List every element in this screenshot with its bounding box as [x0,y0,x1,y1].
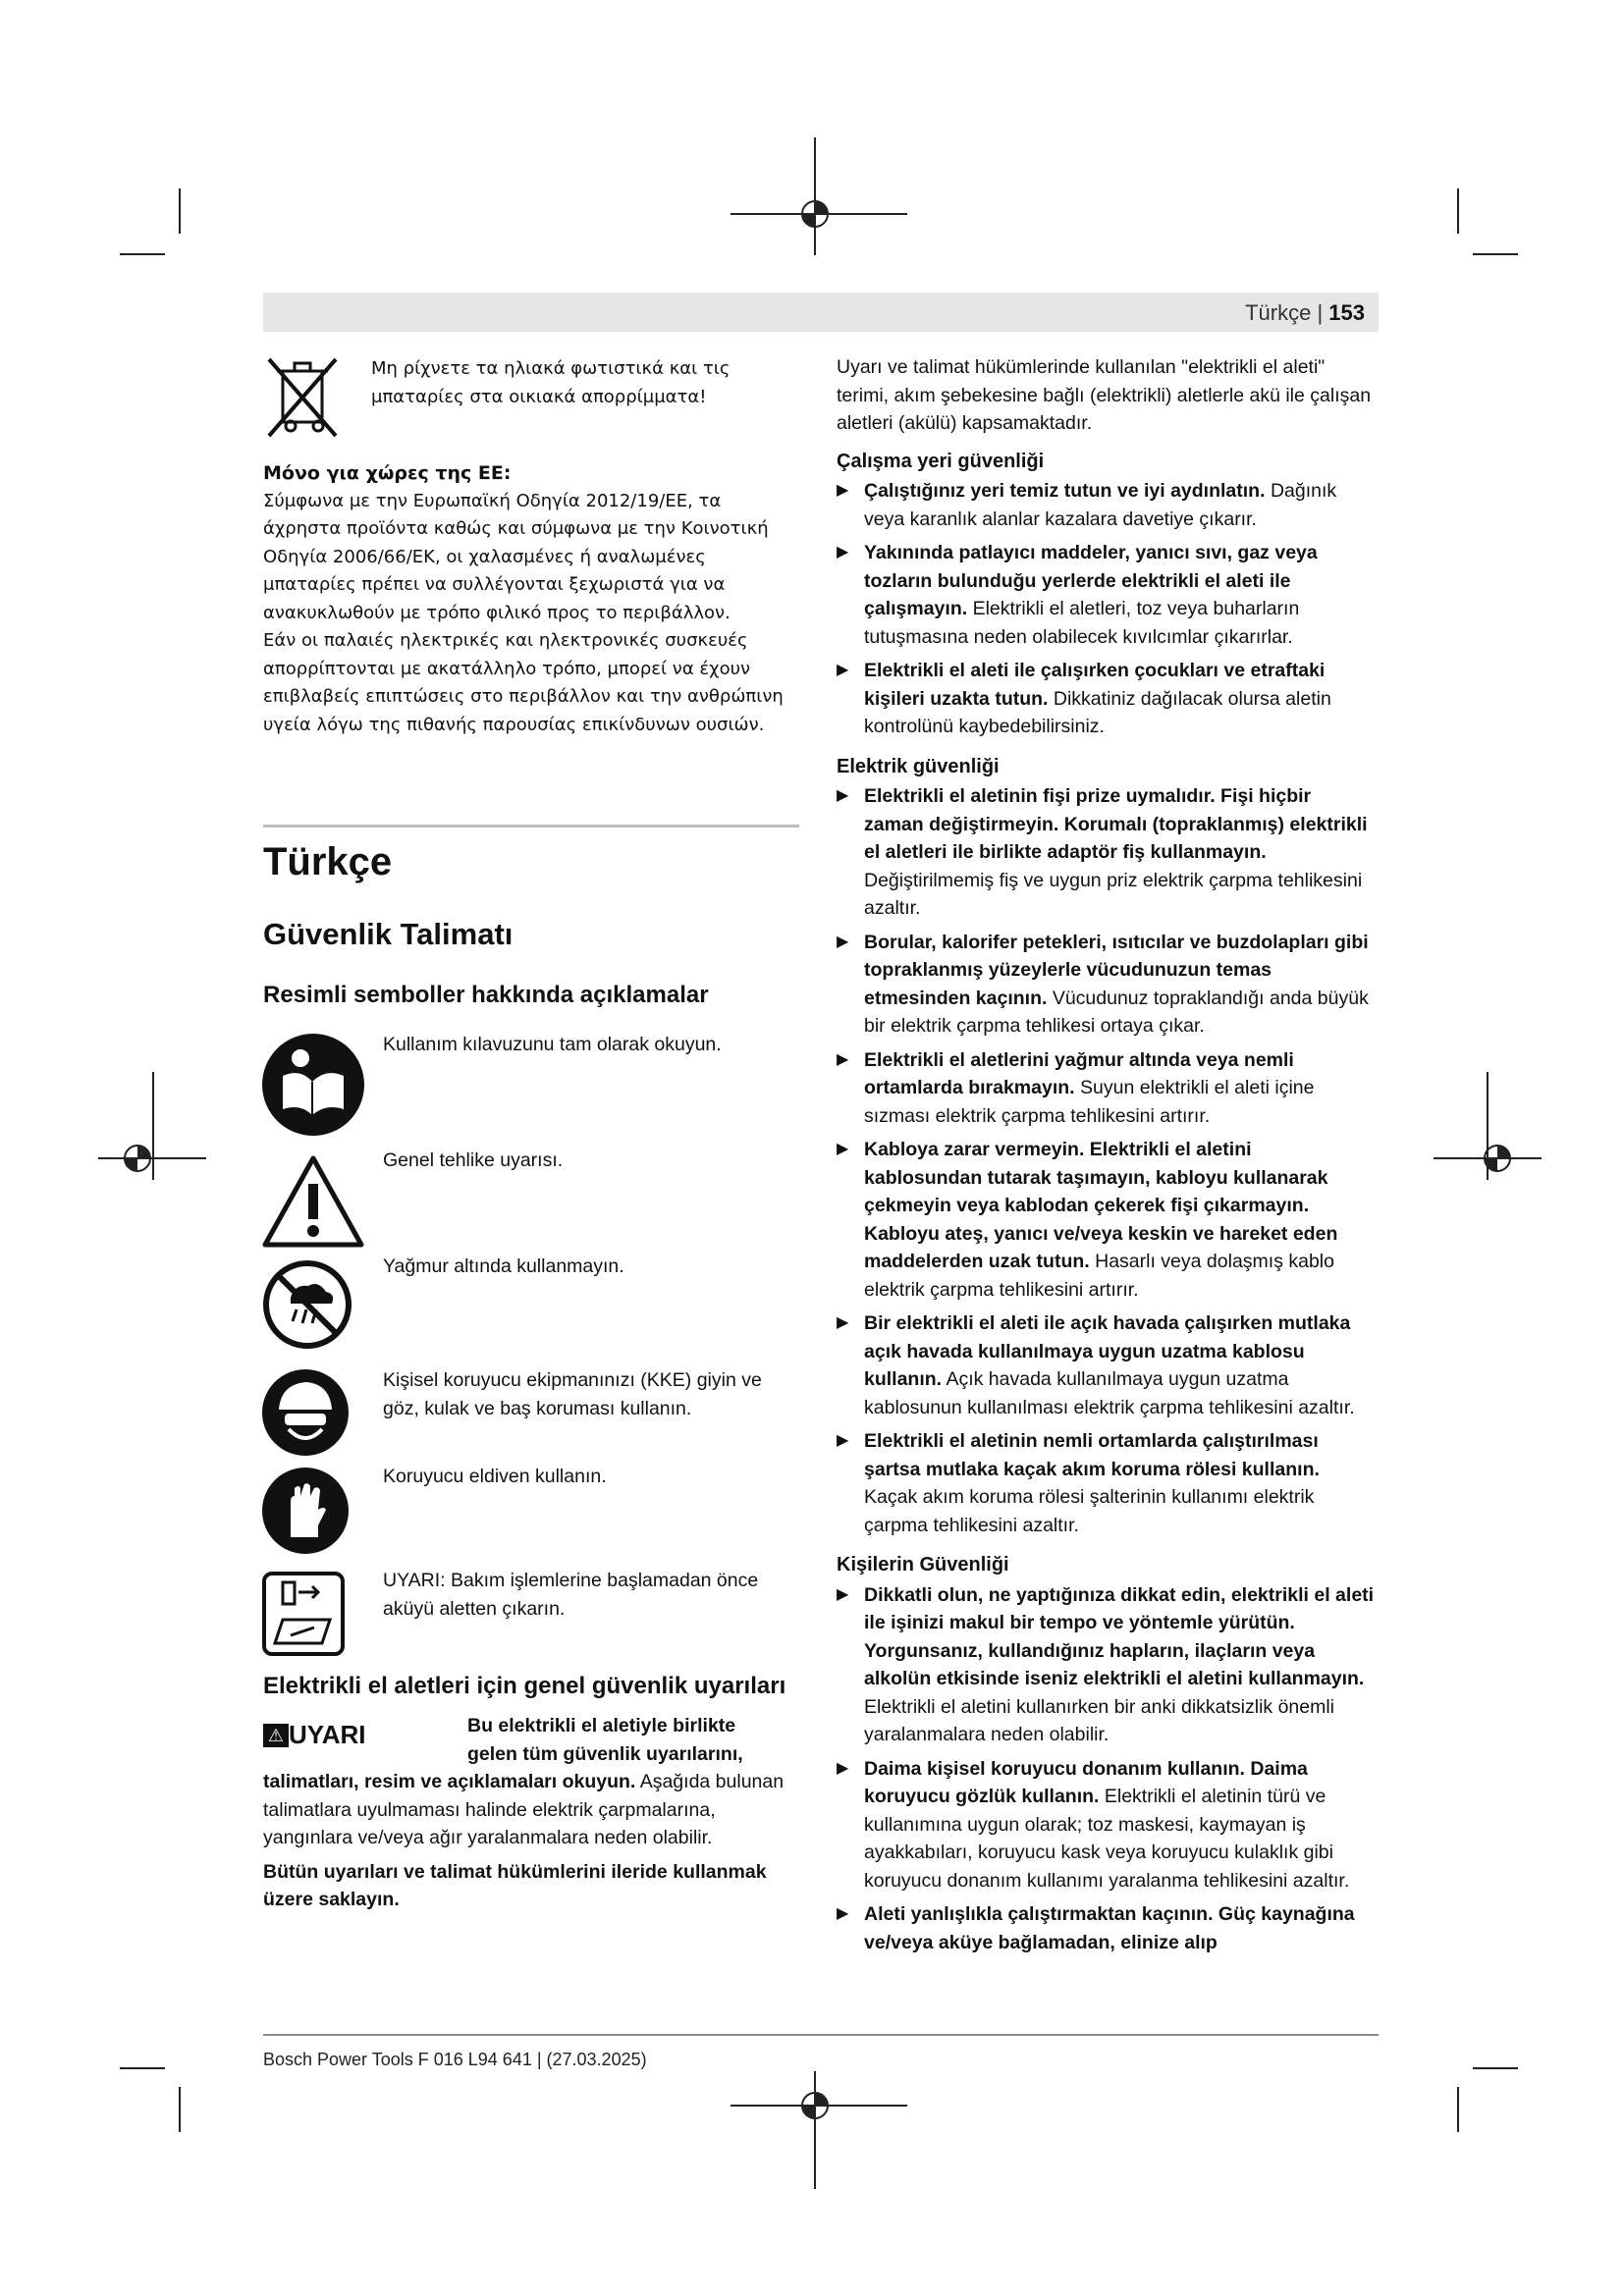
footer-rule [263,2034,1379,2036]
arrow-icon: ▶ [837,1905,849,1922]
warning-triangle-small-icon: ⚠ [263,1724,289,1747]
arrow-icon: ▶ [837,1141,849,1157]
arrow-icon: ▶ [837,544,849,561]
safety-heading: Güvenlik Talimatı [263,917,514,951]
warning-label: UYARI [289,1720,366,1749]
list-item: ▶ Yakınında patlayıcı maddeler, yanıcı sıvı, gaz veya tozların bulunduğu yerlerde elektrikli el aleti ile çalışmayın. Elektrikli el aletleri, toz veya buharların tutuşmasına neden olabilecek kıvılcımlar çıkarırlar. [837,539,1375,651]
weee-text: Μη ρίχνετε τα ηλιακά φωτιστικά και τις μπαταρίες στα οικιακά απορρίμματα! [371,358,731,407]
symbol-text-3: Yağmur altında kullanmayın. [383,1255,624,1277]
registration-mark-top [731,137,907,255]
arrow-icon: ▶ [837,482,849,499]
eu-paragraph-2: Εάν οι παλαιές ηλεκτρικές και ηλεκτρονικές συσκευές απορρίπτονται με ακατάλληλο τρόπο, μπορεί να έχουν επιβλαβείς επιπτώσεις στο περιβάλλον και την ανθρώπινη υγεία λόγω της πιθανής παρουσίας επικίνδυνων ουσιών. [263,630,784,735]
list-item: ▶ Aleti yanlışlıkla çalıştırmaktan kaçının. Güç kaynağına ve/veya aküye bağlamadan, elinize alıp [837,1900,1375,1956]
section-title: Kişilerin Güvenliği [837,1554,1009,1575]
page-header: Türkçe | 153 [263,293,1379,332]
keep-instructions: Bütün uyarıları ve talimat hükümlerini ileride kullanmak üzere saklayın. [263,1860,767,1910]
arrow-icon: ▶ [837,787,849,804]
list-item: ▶ Borular, kalorifer petekleri, ısıtıcılar ve buzdolapları gibi topraklanmış yüzeylerle vücudunuzun temas etmesinden kaçının. Vücudunuz topraklandığı anda büyük bir elektrik çarpma tehlikesi ortaya çıkar. [837,929,1375,1041]
section-title: Çalışma yeri güvenliği [837,450,1045,472]
section-divider [263,825,799,828]
arrow-icon: ▶ [837,1585,849,1603]
symbol-text-4: Kişisel koruyucu ekipmanınızı (KKE) giyin ve göz, kulak ve baş koruması kullanın. [383,1369,762,1419]
arrow-icon: ▶ [837,1432,849,1449]
warning-bold-a: Bu elektrikli el aletiyle birlikte gelen tüm güvenlik uyarılarını, [467,1715,743,1765]
ppe-icon [261,1368,350,1457]
right-column [837,353,1375,1962]
list-item: ▶ Elektrikli el aletlerini yağmur altında veya nemli ortamlarda bırakmayın. Suyun elektrikli el aleti içine sızması elektrik çarpma tehlikesini artırır. [837,1046,1375,1131]
list-item: ▶ Daima kişisel koruyucu donanım kullanın. Daima koruyucu gözlük kullanın. Elektrikli el aletinin türü ve kullanımına uygun olarak; toz maskesi, kaymayan iş ayakkabıları, koruyucu kask veya koruyucu kulaklık gibi koruyucu donanım kullanımı yaralanma tehlikesini azaltır. [837,1755,1375,1896]
registration-mark-left [88,1109,206,1207]
page-number: 153 [1328,300,1365,325]
symbol-text-6: UYARI: Bakım işlemlerine başlamadan önce aküyü aletten çıkarın. [383,1570,759,1620]
symbol-text-1: Kullanım kılavuzunu tam olarak okuyun. [383,1034,722,1055]
footer-text: Bosch Power Tools F 016 L94 641 | (27.03.2025) [263,2050,647,2069]
no-rain-icon [261,1258,353,1351]
list-item: ▶ Elektrikli el aletinin fişi prize uymalıdır. Fişi hiçbir zaman değiştirmeyin. Korumalı (topraklanmış) elektrikli el aletleri ile birlikte adaptör fiş kullanmayın. Değiştirilmemiş fiş ve uygun priz elektrik çarpma tehlikesini azaltır. [837,782,1375,923]
crossed-bin-icon [263,353,342,442]
arrow-icon: ▶ [837,1050,849,1068]
symbols-heading: Resimli semboller hakkında açıklamalar [263,982,709,1008]
list-item: ▶ Elektrikli el aleti ile çalışırken çocukları ve etraftaki kişileri uzakta tutun. Dikkatiniz dağılacak olursa aletin kontrolünü kaybedebilirsiniz. [837,657,1375,741]
list-item: ▶ Çalıştığınız yeri temiz tutun ve iyi aydınlatın. Dağınık veya karanlık alanlar kazalara davetiye çıkarır. [837,477,1375,533]
list-item: ▶ Kabloya zarar vermeyin. Elektrikli el aletini kablosundan tutarak taşımayın, kabloyu kullanarak çekmeyin veya kablodan çekerek fişi çıkarmayın. Kabloyu ateş, yanıcı ve/veya keskin ve hareket eden maddelerden uzak tutun. Hasarlı veya dolaşmış kablo elektrik çarpma tehlikesini artırır. [837,1136,1375,1304]
section-title: Elektrik güvenliği [837,755,1000,777]
intro-text: Uyarı ve talimat hükümlerinde kullanılan "elektrikli el aleti" terimi, akım şebekesine bağlı (elektrikli) aletlerle akü ile çalışan aletleri (akülü) kapsamaktadır. [837,356,1372,434]
symbol-text-2: Genel tehlike uyarısı. [383,1149,564,1171]
arrow-icon: ▶ [837,933,849,950]
warning-badge [263,1720,366,1750]
eu-title: Μόνο για χώρες της ΕΕ: [263,462,512,484]
general-warnings-heading: Elektrikli el aletleri için genel güvenlik uyarıları [263,1673,786,1699]
gloves-icon [261,1467,350,1555]
remove-battery-icon [261,1571,346,1657]
symbol-text-5: Koruyucu eldiven kullanın. [383,1466,607,1487]
warning-bold-b: talimatları, resim ve açıklamaları okuyun. [263,1771,636,1792]
registration-mark-right [1434,1109,1551,1207]
page-title: Türkçe [263,840,393,883]
arrow-icon: ▶ [837,1759,849,1777]
arrow-icon: ▶ [837,1314,849,1331]
list-item: ▶ Bir elektrikli el aleti ile açık havada çalışırken mutlaka açık havada kullanılmaya uygun uzatma kablosu kullanın. Açık havada kullanılmaya uygun uzatma kablosunun kullanılması elektrik çarpma tehlikesini azaltır. [837,1309,1375,1421]
read-manual-icon [261,1033,365,1137]
header-language: Türkçe [1245,300,1312,325]
arrow-icon: ▶ [837,662,849,678]
eu-paragraph-1: Σύμφωνα με την Ευρωπαϊκή Οδηγία 2012/19/ΕΕ, τα άχρηστα προϊόντα καθώς και σύμφωνα με την Κοινοτική Οδηγία 2006/66/ΕΚ, οι χαλασμένες ή αναλωμένες μπαταρίες πρέπει να συλλέγονται ξεχωριστά για να ανακυκλωθούν με τρόπο φιλικό προς το περιβάλλον. [263,490,769,623]
list-item: ▶ Dikkatli olun, ne yaptığınıza dikkat edin, elektrikli el aleti ile işinizi makul bir tempo ve yöntemle yürütün. Yorgunsanız, kullandığınız hapların, ilaçların veya alkolün etkisinde iseniz elektrikli el aletini kullanmayın. Elektrikli el aletini kullanırken bir anki dikkatsizlik önemli yaralanmalara neden olabilir. [837,1581,1375,1749]
warning-rest: Aşağıda bulunan talimatlara uyulmaması halinde elektrik çarpmalarına, yangınlara ve/veya ağır yaralanmalara neden olabilir. [263,1771,785,1848]
warning-triangle-icon [261,1154,365,1249]
registration-mark-bottom [731,2071,907,2189]
list-item: ▶ Elektrikli el aletinin nemli ortamlarda çalıştırılması şartsa mutlaka kaçak akım koruma rölesi kullanın. Kaçak akım koruma rölesi şalterinin kullanımı elektrik çarpma tehlikesini azaltır. [837,1427,1375,1539]
